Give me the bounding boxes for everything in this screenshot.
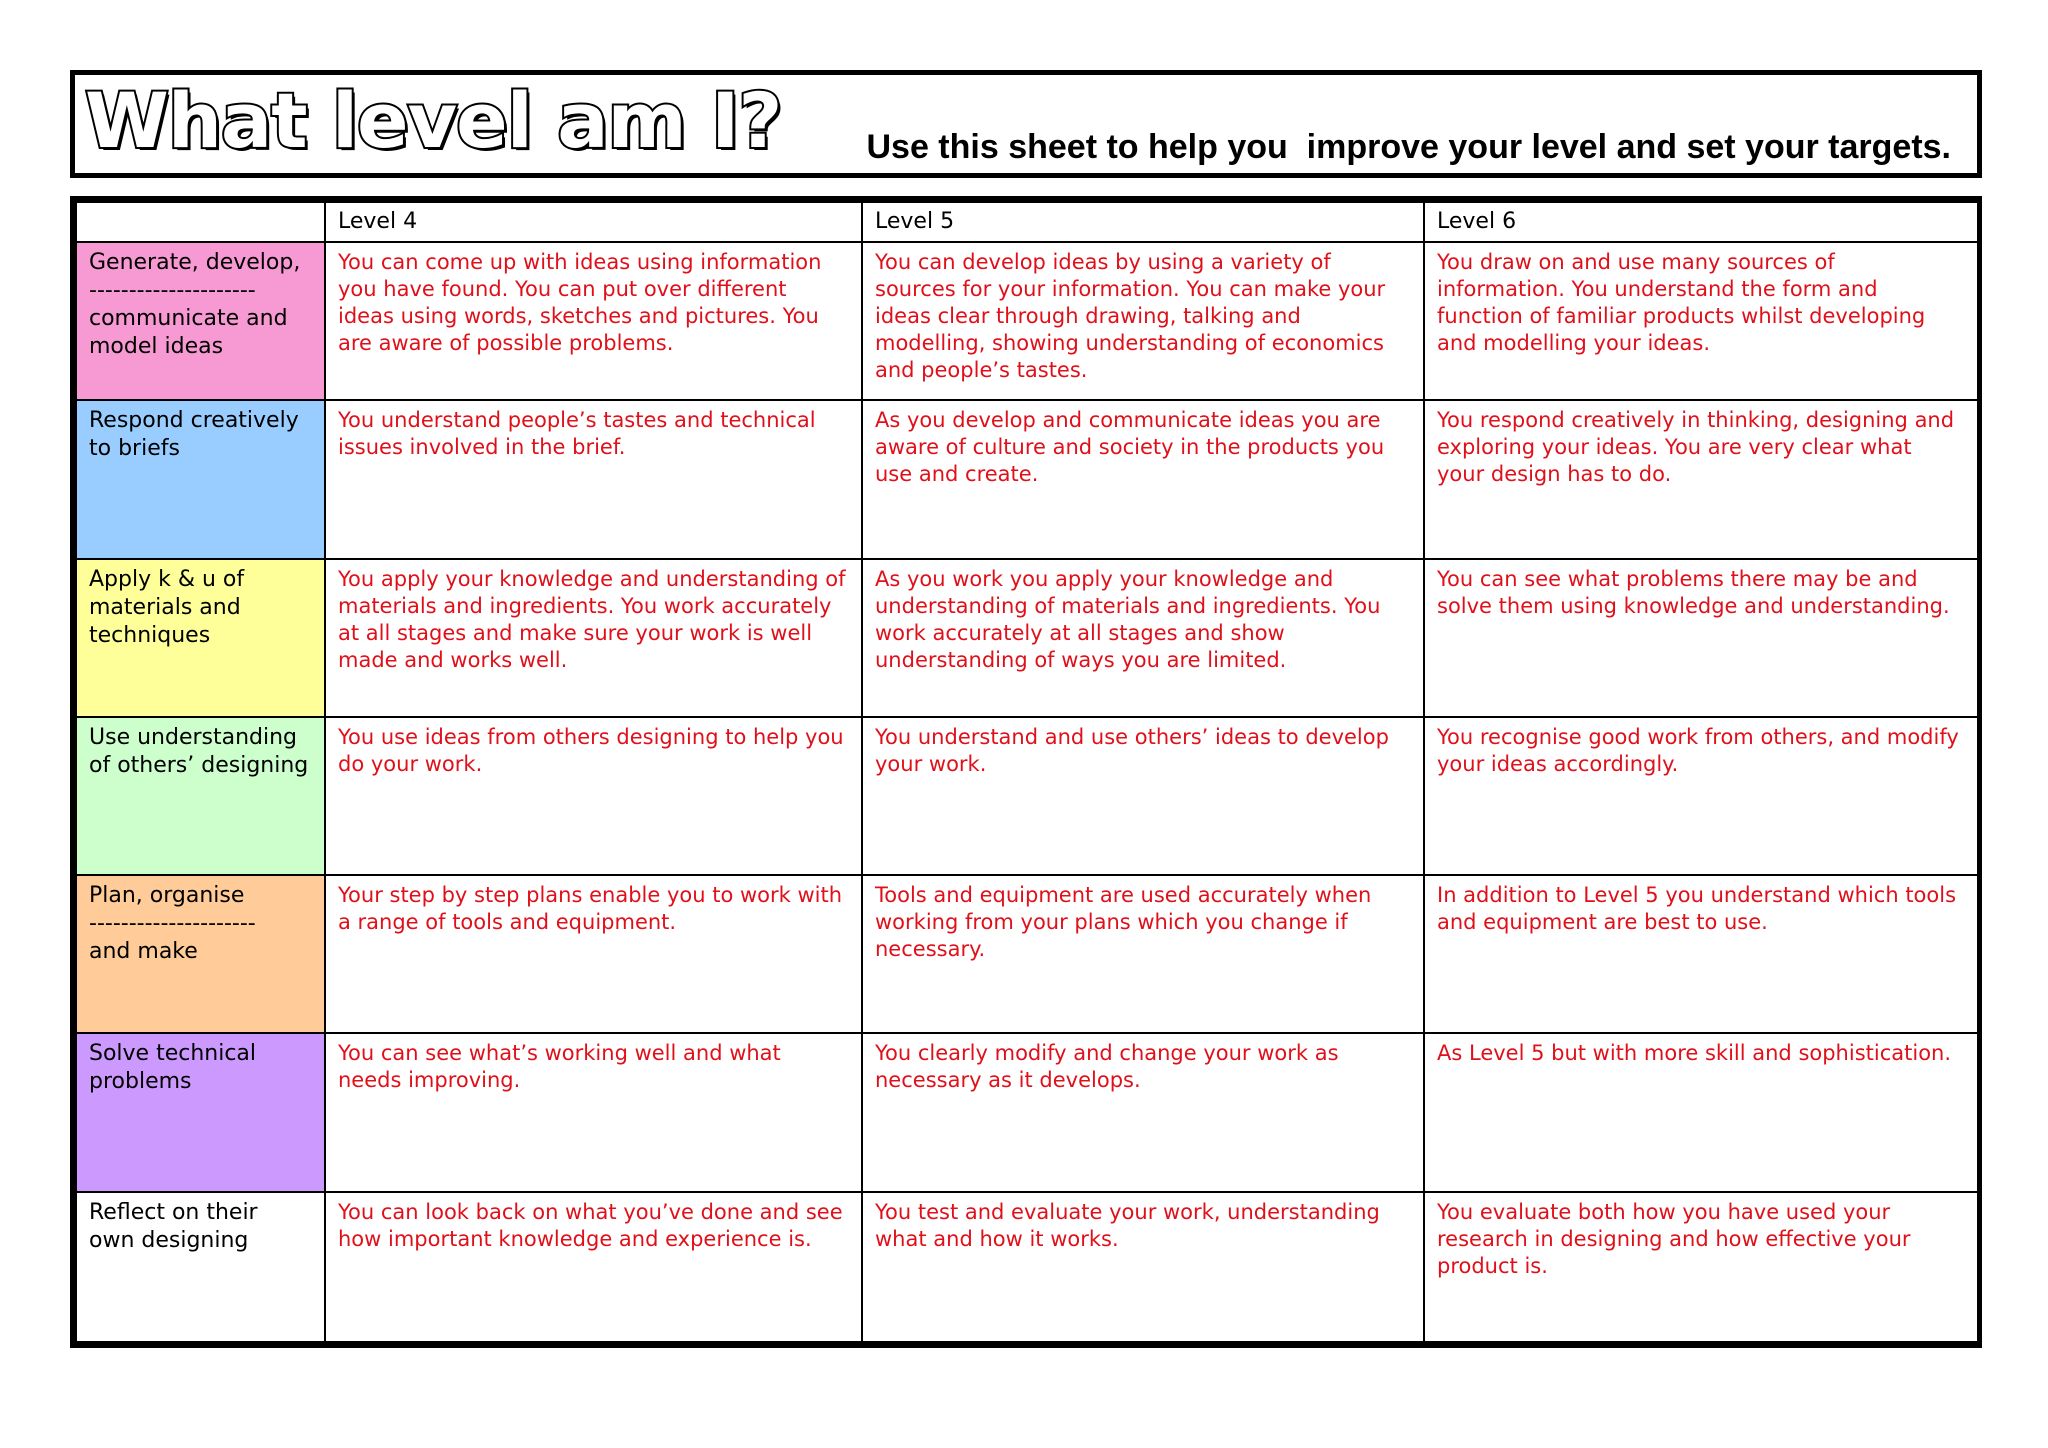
descriptor-cell-level-6: [1424, 717, 1978, 875]
category-cell: [76, 1192, 325, 1342]
descriptor-text: You can look back on what you’ve done and see how important knowledge and experience is.: [338, 1199, 843, 1251]
descriptor-cell-level-6: [1424, 875, 1978, 1033]
category-label-line: to briefs: [89, 436, 180, 462]
descriptor-cell-level-6: [1424, 1192, 1978, 1342]
descriptor-text: You understand and use others’ ideas to develop your work.: [875, 724, 1389, 776]
descriptor-cell-level-5: [862, 1192, 1424, 1342]
descriptor-cell-level-6: [1424, 1033, 1978, 1191]
descriptor-text: You respond creatively in thinking, designing and exploring your ideas. You are very clear what your design has to do.: [1437, 408, 1955, 487]
header-cell-level-6: Level 6: [1424, 202, 1978, 242]
header-cell-category: [76, 202, 325, 242]
table-row: [76, 1033, 1978, 1191]
header-cell-level-5: Level 5: [862, 202, 1424, 242]
category-label-line: techniques: [89, 622, 211, 648]
category-label-line: model ideas: [89, 334, 224, 359]
category-label-line: and make: [89, 939, 198, 965]
page-subtitle: Use this sheet to help you improve your level and set your targets.: [866, 128, 1951, 166]
descriptor-text: As you work you apply your knowledge and understanding of materials and ingredients. You work accurately at all stages and show understanding of ways you are limited.: [875, 566, 1381, 672]
descriptor-text: You apply your knowledge and understanding of materials and ingredients. You work accurately at all stages and make sure your work is well made and works well.: [338, 566, 846, 672]
table-row: [76, 717, 1978, 875]
descriptor-text: Tools and equipment are used accurately when working from your plans which you change if necessary.: [875, 883, 1372, 962]
title-banner: [70, 70, 1982, 178]
category-cell: [76, 717, 325, 875]
table-row: [76, 559, 1978, 717]
category-label-line: of others’ designing: [89, 752, 309, 778]
descriptor-cell-level-4: [325, 242, 862, 400]
descriptor-cell-level-4: [325, 559, 862, 717]
descriptor-text: You can see what’s working well and what needs improving.: [338, 1041, 781, 1093]
category-label-line: own designing: [89, 1227, 249, 1253]
category-cell: [76, 1033, 325, 1191]
descriptor-cell-level-5: [862, 1033, 1424, 1191]
descriptor-text: You use ideas from others designing to help you do your work.: [338, 724, 844, 776]
page-title: What level am I?: [85, 76, 782, 165]
descriptor-cell-level-6: [1424, 242, 1978, 400]
category-cell: [76, 242, 325, 400]
category-label-line: communicate and: [89, 306, 288, 331]
descriptor-text: You understand people’s tastes and technical issues involved in the brief.: [338, 408, 816, 460]
category-cell: [76, 400, 325, 558]
descriptor-text: You can come up with ideas using information you have found. You can put over different ideas using words, sketches and pictures. You are aware of possible problems.: [338, 250, 822, 355]
category-label-line: Reflect on their: [89, 1199, 258, 1225]
category-label-line: problems: [89, 1069, 192, 1095]
descriptor-text: You draw on and use many sources of information. You understand the form and function of familiar products whilst developing and modelling your ideas.: [1437, 250, 1926, 355]
category-label-line: ---------------------: [89, 278, 256, 303]
descriptor-text: As you develop and communicate ideas you are aware of culture and society in the products you use and create.: [875, 408, 1385, 487]
category-label-line: ---------------------: [89, 911, 256, 937]
levels-table-frame: [70, 196, 1982, 1348]
descriptor-cell-level-5: [862, 400, 1424, 558]
table-row: [76, 875, 1978, 1033]
category-label-line: Plan, organise: [89, 883, 245, 909]
descriptor-text: You can develop ideas by using a variety of sources for your information. You can make your ideas clear through drawing, talking and modelling, showing understanding of economics and people’s tastes.: [875, 250, 1386, 382]
table-body: [76, 242, 1978, 1342]
category-label-line: Apply k & u of: [89, 566, 245, 592]
category-label-line: Solve technical: [89, 1041, 257, 1067]
category-cell: [76, 875, 325, 1033]
table-row: [76, 242, 1978, 400]
descriptor-text: In addition to Level 5 you understand which tools and equipment are best to use.: [1437, 883, 1957, 935]
descriptor-text: You can see what problems there may be and solve them using knowledge and understanding.: [1437, 566, 1950, 618]
category-label-line: materials and: [89, 594, 241, 620]
header-cell-level-4: Level 4: [325, 202, 862, 242]
descriptor-cell-level-5: [862, 242, 1424, 400]
descriptor-cell-level-4: [325, 400, 862, 558]
category-label-line: Generate, develop,: [89, 250, 301, 275]
descriptor-cell-level-4: [325, 875, 862, 1033]
descriptor-text: As Level 5 but with more skill and sophistication.: [1437, 1041, 1952, 1066]
descriptor-cell-level-4: [325, 1192, 862, 1342]
descriptor-cell-level-6: [1424, 400, 1978, 558]
category-cell: [76, 559, 325, 717]
descriptor-text: You evaluate both how you have used your research in designing and how effective your product is.: [1437, 1199, 1911, 1278]
table-row: [76, 1192, 1978, 1342]
category-label-line: Respond creatively: [89, 408, 299, 434]
category-label-line: Use understanding: [89, 724, 298, 750]
table-header-row: [76, 202, 1978, 242]
descriptor-cell-level-6: [1424, 559, 1978, 717]
descriptor-text: You recognise good work from others, and modify your ideas accordingly.: [1437, 724, 1959, 776]
levels-table: [75, 201, 1979, 1343]
descriptor-text: You test and evaluate your work, understanding what and how it works.: [875, 1199, 1380, 1251]
descriptor-text: You clearly modify and change your work as necessary as it develops.: [875, 1041, 1339, 1093]
descriptor-cell-level-5: [862, 875, 1424, 1033]
descriptor-cell-level-5: [862, 559, 1424, 717]
descriptor-cell-level-4: [325, 717, 862, 875]
descriptor-cell-level-4: [325, 1033, 862, 1191]
table-row: [76, 400, 1978, 558]
descriptor-cell-level-5: [862, 717, 1424, 875]
descriptor-text: Your step by step plans enable you to work with a range of tools and equipment.: [338, 883, 843, 935]
